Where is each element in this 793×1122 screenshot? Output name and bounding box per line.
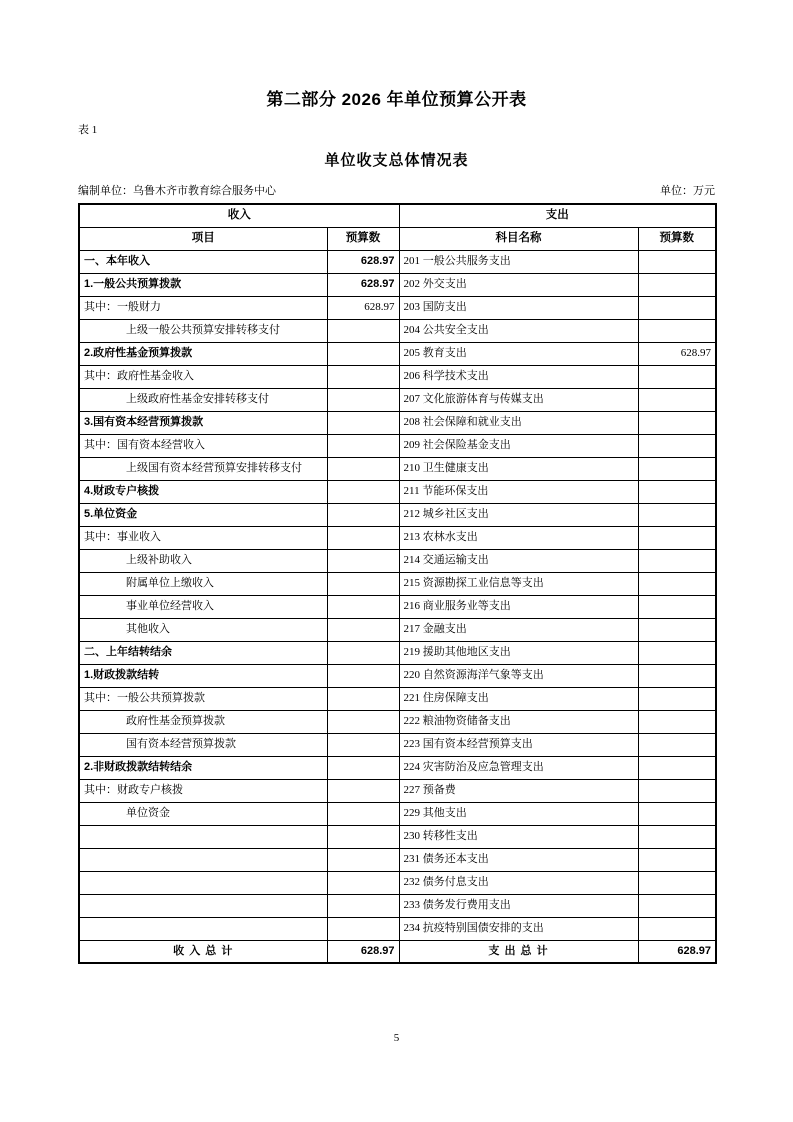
table-row	[79, 480, 716, 503]
income-budget-cell: 628.97	[327, 250, 399, 273]
expense-subject-cell: 205 教育支出	[399, 342, 638, 365]
expense-subject-cell: 227 预备费	[399, 779, 638, 802]
income-item-cell: 其中：国有资本经营收入	[79, 434, 327, 457]
income-budget-cell	[327, 526, 399, 549]
expense-subject-cell: 217 金融支出	[399, 618, 638, 641]
expense-budget-cell	[638, 917, 716, 940]
income-item-cell: 政府性基金预算拨款	[79, 710, 327, 733]
income-item-cell: 4.财政专户核拨	[79, 480, 327, 503]
table-row	[79, 526, 716, 549]
income-item-cell: 其他收入	[79, 618, 327, 641]
expense-subject-cell: 233 债务发行费用支出	[399, 894, 638, 917]
table-row	[79, 687, 716, 710]
income-budget-cell	[327, 802, 399, 825]
income-budget-cell	[327, 871, 399, 894]
prepared-by-label: 编制单位：乌鲁木齐市教育综合服务中心	[78, 185, 276, 197]
income-item-cell	[79, 894, 327, 917]
income-budget-cell	[327, 641, 399, 664]
expense-subject-cell: 213 农林水支出	[399, 526, 638, 549]
income-item-cell	[79, 825, 327, 848]
income-budget-cell	[327, 319, 399, 342]
expense-budget-cell	[638, 871, 716, 894]
total-row	[79, 940, 716, 963]
income-item-cell: 其中：事业收入	[79, 526, 327, 549]
income-item-cell: 单位资金	[79, 802, 327, 825]
income-budget-cell	[327, 664, 399, 687]
table-number-label: 表 1	[78, 124, 98, 136]
expense-subject-cell: 234 抗疫特别国债安排的支出	[399, 917, 638, 940]
expense-subject-cell: 208 社会保障和就业支出	[399, 411, 638, 434]
page-number: 5	[393, 1032, 400, 1044]
expense-budget-cell	[638, 296, 716, 319]
table-row	[79, 756, 716, 779]
expense-budget-cell	[638, 756, 716, 779]
expense-subject-cell: 232 债务付息支出	[399, 871, 638, 894]
table-row	[79, 871, 716, 894]
expense-subject-cell: 206 科学技术支出	[399, 365, 638, 388]
expense-total-label: 支 出 总 计	[399, 940, 638, 963]
table-row	[79, 848, 716, 871]
expense-subject-cell: 231 债务还本支出	[399, 848, 638, 871]
income-budget-cell	[327, 756, 399, 779]
expense-budget-cell	[638, 411, 716, 434]
expense-budget-cell	[638, 641, 716, 664]
expense-budget-cell	[638, 388, 716, 411]
table-meta-row	[78, 185, 715, 198]
expense-budget-cell	[638, 319, 716, 342]
income-budget-cell	[327, 687, 399, 710]
table-row	[79, 779, 716, 802]
expense-subject-cell: 219 援助其他地区支出	[399, 641, 638, 664]
expense-subject-cell: 220 自然资源海洋气象等支出	[399, 664, 638, 687]
income-item-cell: 二、上年结转结余	[79, 641, 327, 664]
income-item-cell: 1.一般公共预算拨款	[79, 273, 327, 296]
part-title: 第二部分 2026 年单位预算公开表	[266, 90, 527, 109]
income-item-cell: 上级国有资本经营预算安排转移支付	[79, 457, 327, 480]
expense-subject-cell: 211 节能环保支出	[399, 480, 638, 503]
income-budget-cell	[327, 848, 399, 871]
expense-subject-cell: 201 一般公共服务支出	[399, 250, 638, 273]
income-item-cell: 3.国有资本经营预算拨款	[79, 411, 327, 434]
income-budget-cell	[327, 917, 399, 940]
table-row	[79, 434, 716, 457]
income-item-cell: 上级一般公共预算安排转移支付	[79, 319, 327, 342]
income-item-cell: 事业单位经营收入	[79, 595, 327, 618]
income-item-cell: 5.单位资金	[79, 503, 327, 526]
income-budget-cell	[327, 365, 399, 388]
expense-budget-cell	[638, 457, 716, 480]
expense-subject-cell: 214 交通运输支出	[399, 549, 638, 572]
budget-overview-table	[78, 203, 717, 964]
expense-budget-cell	[638, 365, 716, 388]
expense-subject-cell: 221 住房保障支出	[399, 687, 638, 710]
table-row	[79, 273, 716, 296]
income-total-value: 628.97	[327, 940, 399, 963]
expense-budget-cell	[638, 664, 716, 687]
income-budget-cell	[327, 342, 399, 365]
income-budget-cell	[327, 779, 399, 802]
income-budget-cell	[327, 894, 399, 917]
expense-budget-cell	[638, 434, 716, 457]
expense-budget-cell	[638, 710, 716, 733]
expense-budget-cell	[638, 802, 716, 825]
table-row	[79, 825, 716, 848]
table-row	[79, 457, 716, 480]
expense-subject-cell: 222 粮油物资储备支出	[399, 710, 638, 733]
income-budget-cell	[327, 411, 399, 434]
expense-subject-cell: 216 商业服务业等支出	[399, 595, 638, 618]
table-row	[79, 917, 716, 940]
income-total-label: 收 入 总 计	[79, 940, 327, 963]
income-item-cell: 其中：政府性基金收入	[79, 365, 327, 388]
table-row	[79, 572, 716, 595]
expense-budget-cell	[638, 595, 716, 618]
income-budget-cell: 628.97	[327, 296, 399, 319]
expense-subject-cell: 204 公共安全支出	[399, 319, 638, 342]
income-item-cell	[79, 917, 327, 940]
income-item-cell: 其中：一般公共预算拨款	[79, 687, 327, 710]
income-budget-cell	[327, 549, 399, 572]
income-budget-cell	[327, 825, 399, 848]
table-row	[79, 733, 716, 756]
expense-budget-cell	[638, 779, 716, 802]
expense-budget-cell	[638, 273, 716, 296]
expense-budget-cell	[638, 618, 716, 641]
table-row	[79, 250, 716, 273]
table-row	[79, 342, 716, 365]
expense-subject-cell: 210 卫生健康支出	[399, 457, 638, 480]
income-budget-cell	[327, 572, 399, 595]
table-head	[79, 204, 716, 250]
expense-subject-cell: 202 外交支出	[399, 273, 638, 296]
expense-subject-cell: 215 资源勘探工业信息等支出	[399, 572, 638, 595]
income-section-header: 收入	[79, 204, 399, 227]
column-header-income-budget: 预算数	[327, 227, 399, 250]
expense-budget-cell	[638, 848, 716, 871]
expense-subject-cell: 230 转移性支出	[399, 825, 638, 848]
table-row	[79, 802, 716, 825]
expense-budget-cell	[638, 250, 716, 273]
income-budget-cell	[327, 595, 399, 618]
income-budget-cell	[327, 503, 399, 526]
expense-budget-cell	[638, 733, 716, 756]
table-title: 单位收支总体情况表	[324, 152, 469, 169]
column-header-row	[79, 227, 716, 250]
expense-budget-cell	[638, 894, 716, 917]
income-item-cell	[79, 848, 327, 871]
table-row	[79, 710, 716, 733]
income-item-cell: 其中：一般财力	[79, 296, 327, 319]
column-header-subject: 科目名称	[399, 227, 638, 250]
income-item-cell: 2.政府性基金预算拨款	[79, 342, 327, 365]
expense-subject-cell: 229 其他支出	[399, 802, 638, 825]
table-row	[79, 388, 716, 411]
expense-subject-cell: 207 文化旅游体育与传媒支出	[399, 388, 638, 411]
income-budget-cell: 628.97	[327, 273, 399, 296]
income-budget-cell	[327, 457, 399, 480]
table-row	[79, 411, 716, 434]
income-item-cell: 2.非财政拨款结转结余	[79, 756, 327, 779]
expense-budget-cell	[638, 549, 716, 572]
income-budget-cell	[327, 480, 399, 503]
income-budget-cell	[327, 733, 399, 756]
income-budget-cell	[327, 618, 399, 641]
expense-budget-cell	[638, 526, 716, 549]
column-header-item: 项目	[79, 227, 327, 250]
table-row	[79, 595, 716, 618]
expense-budget-cell	[638, 572, 716, 595]
table-row	[79, 319, 716, 342]
unit-label: 单位：万元	[660, 185, 715, 197]
table-foot	[79, 940, 716, 963]
income-item-cell: 其中：财政专户核拨	[79, 779, 327, 802]
table-row	[79, 365, 716, 388]
income-budget-cell	[327, 388, 399, 411]
column-header-expense-budget: 预算数	[638, 227, 716, 250]
income-budget-cell	[327, 434, 399, 457]
income-item-cell: 上级政府性基金安排转移支付	[79, 388, 327, 411]
expense-budget-cell	[638, 687, 716, 710]
table-row	[79, 641, 716, 664]
table-row	[79, 664, 716, 687]
table-row	[79, 296, 716, 319]
income-item-cell: 上级补助收入	[79, 549, 327, 572]
expense-budget-cell: 628.97	[638, 342, 716, 365]
income-item-cell	[79, 871, 327, 894]
table-row	[79, 894, 716, 917]
table-row	[79, 503, 716, 526]
table-row	[79, 549, 716, 572]
income-item-cell: 1.财政拨款结转	[79, 664, 327, 687]
expense-budget-cell	[638, 503, 716, 526]
expense-total-value: 628.97	[638, 940, 716, 963]
income-item-cell: 一、本年收入	[79, 250, 327, 273]
expense-subject-cell: 212 城乡社区支出	[399, 503, 638, 526]
expense-subject-cell: 209 社会保险基金支出	[399, 434, 638, 457]
income-item-cell: 附属单位上缴收入	[79, 572, 327, 595]
expense-section-header: 支出	[399, 204, 716, 227]
table-row	[79, 618, 716, 641]
income-item-cell: 国有资本经营预算拨款	[79, 733, 327, 756]
budget-table-body	[79, 250, 716, 940]
expense-subject-cell: 203 国防支出	[399, 296, 638, 319]
expense-budget-cell	[638, 825, 716, 848]
expense-subject-cell: 224 灾害防治及应急管理支出	[399, 756, 638, 779]
section-header-row	[79, 204, 716, 227]
expense-subject-cell: 223 国有资本经营预算支出	[399, 733, 638, 756]
expense-budget-cell	[638, 480, 716, 503]
income-budget-cell	[327, 710, 399, 733]
